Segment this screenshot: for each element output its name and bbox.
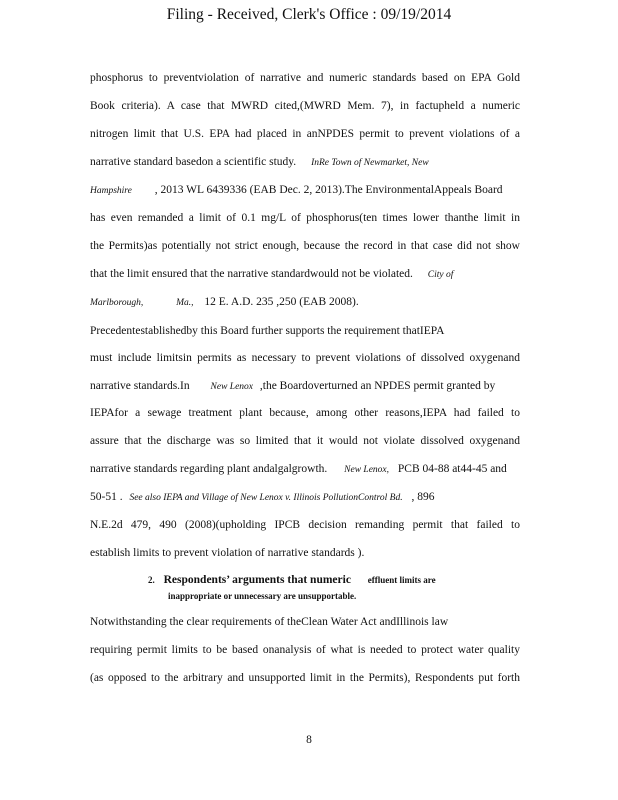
text-run: 50-51 . bbox=[90, 491, 123, 503]
body-line: establish limits to prevent violation of narrative standards ). bbox=[90, 547, 365, 559]
body-line bbox=[90, 491, 520, 503]
case-citation: New Lenox, bbox=[344, 465, 389, 475]
case-citation: New Lenox bbox=[210, 382, 253, 392]
text-run: narrative standards.In bbox=[90, 380, 190, 392]
body-line: nitrogen limit that U.S. EPA had placed in anNPDES permit to prevent violations of a bbox=[90, 128, 520, 140]
body-line: the Permits)as potentially not strict enough, because the record in that case did not show bbox=[90, 240, 520, 252]
body-line bbox=[90, 463, 520, 475]
section-title-line2: inappropriate or unnecessary are unsupportable. bbox=[168, 591, 357, 601]
text-run: narrative standard basedon a scientific study. bbox=[90, 156, 297, 168]
text-run: , 896 bbox=[411, 491, 435, 503]
section-heading bbox=[148, 574, 458, 586]
text-run: PCB 04-88 at44-45 and bbox=[397, 463, 507, 475]
case-citation: Marlborough, bbox=[90, 298, 144, 308]
body-line: has even remanded a limit of 0.1 mg/L of phosphorus(ten times lower thanthe limit in bbox=[90, 212, 520, 224]
text-run: ,the Boardoverturned an NPDES permit granted by bbox=[259, 380, 496, 392]
body-line: IEPAfor a sewage treatment plant because, among other reasons,IEPA had failed to bbox=[90, 407, 520, 419]
body-line bbox=[90, 380, 520, 392]
body-line bbox=[90, 156, 520, 168]
body-line bbox=[90, 184, 520, 196]
body-line: Precedentestablishedby this Board further supports the requirement thatIEPA bbox=[90, 325, 445, 337]
case-citation: Ma., bbox=[176, 298, 194, 308]
body-line: phosphorus to preventviolation of narrative and numeric standards based on EPA Gold bbox=[90, 72, 520, 84]
body-line: Notwithstanding the clear requirements of theClean Water Act andIllinois law bbox=[90, 616, 449, 628]
filing-header: Filing - Received, Clerk's Office : 09/19/2014 bbox=[166, 6, 452, 23]
section-heading-line2 bbox=[168, 590, 478, 602]
body-line: assure that the discharge was so limited that it would not violate dissolved oxygenand bbox=[90, 435, 520, 447]
text-run: 12 E. A.D. 235 ,250 (EAB 2008). bbox=[204, 296, 359, 308]
body-line: N.E.2d 479, 490 (2008)(upholding IPCB decision remanding permit that failed to bbox=[90, 519, 520, 531]
section-number: 2. bbox=[148, 575, 155, 585]
page-number: 8 bbox=[306, 734, 312, 746]
body-line: must include limitsin permits as necessary to prevent violations of dissolved oxygenand bbox=[90, 352, 520, 364]
body-line bbox=[90, 296, 520, 308]
body-line bbox=[90, 268, 520, 280]
case-citation: City of bbox=[427, 270, 454, 280]
case-citation: InRe Town of Newmarket, New bbox=[311, 158, 429, 168]
case-citation: See also IEPA and Village of New Lenox v. Illinois PollutionControl Bd. bbox=[129, 493, 403, 503]
text-run: narrative standards regarding plant andalgalgrowth. bbox=[90, 463, 328, 475]
body-line: requiring permit limits to be based onanalysis of what is needed to protect water quality bbox=[90, 644, 520, 656]
text-run: , 2013 WL 6439336 (EAB Dec. 2, 2013).The EnvironmentalAppeals Board bbox=[154, 184, 503, 196]
section-title-rest: effluent limits are bbox=[367, 575, 436, 585]
case-citation: Hampshire bbox=[90, 186, 132, 196]
section-title: Respondents’ arguments that numeric bbox=[163, 574, 351, 586]
body-line: Book criteria). A case that MWRD cited,(MWRD Mem. 7), in factupheld a numeric bbox=[90, 100, 520, 112]
body-line: (as opposed to the arbitrary and unsupported limit in the Permits), Respondents put forth bbox=[90, 672, 520, 684]
text-run: that the limit ensured that the narrative standardwould not be violated. bbox=[90, 268, 413, 280]
